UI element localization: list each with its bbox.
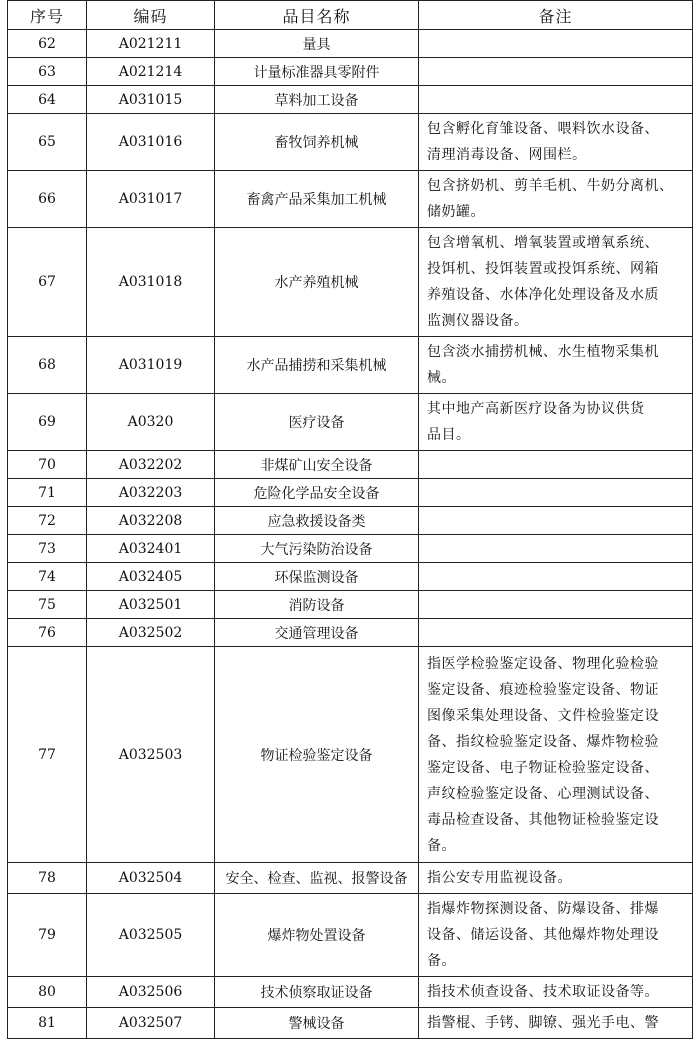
table-row — [8, 58, 693, 86]
table-row — [8, 1008, 693, 1039]
code-cell: A032203 — [87, 479, 215, 507]
table-row — [8, 86, 693, 114]
table-row — [8, 863, 693, 894]
code-cell: A032502 — [87, 619, 215, 647]
item-name-cell: 量具 — [215, 30, 419, 58]
serial-number-cell: 76 — [8, 619, 87, 647]
code-cell: A032504 — [87, 863, 215, 894]
remarks-line: 包含孵化育雏设备、喂料饮水设备、 — [427, 121, 659, 137]
remarks-cell — [419, 30, 693, 58]
remarks-line: 械。 — [427, 370, 456, 386]
remarks-cell — [419, 114, 693, 171]
serial-number-cell: 69 — [8, 394, 87, 451]
item-name-cell: 水产养殖机械 — [215, 228, 419, 337]
table-row — [8, 894, 693, 977]
table-row — [8, 977, 693, 1008]
table-row — [8, 30, 693, 58]
item-name-cell: 技术侦察取证设备 — [215, 977, 419, 1008]
item-name-cell: 环保监测设备 — [215, 563, 419, 591]
remarks-line: 备。 — [427, 837, 456, 854]
item-name-cell: 交通管理设备 — [215, 619, 419, 647]
table-body — [8, 30, 693, 1039]
table-row — [8, 114, 693, 171]
remarks-cell — [419, 563, 693, 591]
table-row — [8, 647, 693, 863]
item-name-cell: 危险化学品安全设备 — [215, 479, 419, 507]
remarks-line: 指公安专用监视设备。 — [427, 870, 572, 886]
serial-number-cell: 72 — [8, 507, 87, 535]
table-header-row — [8, 1, 693, 30]
serial-number-cell: 79 — [8, 894, 87, 977]
item-name-cell: 医疗设备 — [215, 394, 419, 451]
remarks-line: 指技术侦查设备、技术取证设备等。 — [427, 984, 659, 1000]
remarks-cell — [419, 86, 693, 114]
procurement-items-table — [7, 0, 693, 1039]
code-cell: A032503 — [87, 647, 215, 863]
remarks-line: 包含挤奶机、剪羊毛机、牛奶分离机、 — [427, 178, 674, 194]
item-name-cell: 爆炸物处置设备 — [215, 894, 419, 977]
item-name-cell: 应急救援设备类 — [215, 507, 419, 535]
item-name-cell: 畜禽产品采集加工机械 — [215, 171, 419, 228]
remarks-cell — [419, 647, 693, 863]
serial-number-cell: 78 — [8, 863, 87, 894]
remarks-line: 清理消毒设备、网围栏。 — [427, 147, 587, 163]
serial-number-cell: 81 — [8, 1008, 87, 1039]
item-name-cell: 草料加工设备 — [215, 86, 419, 114]
code-cell: A032507 — [87, 1008, 215, 1039]
code-cell: A031016 — [87, 114, 215, 171]
code-cell: A032506 — [87, 977, 215, 1008]
remarks-cell — [419, 507, 693, 535]
table-row — [8, 479, 693, 507]
remarks-cell — [419, 479, 693, 507]
remarks-line: 指警棍、手铐、脚镣、强光手电、警 — [427, 1015, 659, 1031]
remarks-line: 图像采集处理设备、文件检验鉴定设 — [427, 707, 659, 724]
code-cell: A032501 — [87, 591, 215, 619]
remarks-cell — [419, 394, 693, 451]
header-remarks: 备注 — [419, 1, 693, 30]
serial-number-cell: 73 — [8, 535, 87, 563]
table-row — [8, 228, 693, 337]
serial-number-cell: 65 — [8, 114, 87, 171]
item-name-cell: 计量标准器具零附件 — [215, 58, 419, 86]
item-name-cell: 非煤矿山安全设备 — [215, 451, 419, 479]
code-cell: A021214 — [87, 58, 215, 86]
code-cell: A032401 — [87, 535, 215, 563]
item-name-cell: 安全、检查、监视、报警设备 — [215, 863, 419, 894]
table-row — [8, 171, 693, 228]
remarks-line: 品目。 — [427, 427, 471, 443]
serial-number-cell: 63 — [8, 58, 87, 86]
code-cell: A032208 — [87, 507, 215, 535]
table-row — [8, 337, 693, 394]
remarks-line: 鉴定设备、电子物证检验鉴定设备、 — [427, 759, 659, 776]
remarks-line: 备。 — [427, 953, 456, 969]
code-cell: A032505 — [87, 894, 215, 977]
serial-number-cell: 80 — [8, 977, 87, 1008]
table-row — [8, 507, 693, 535]
remarks-cell — [419, 58, 693, 86]
remarks-line: 声纹检验鉴定设备、心理测试设备、 — [427, 785, 659, 802]
code-cell: A031018 — [87, 228, 215, 337]
code-cell: A031015 — [87, 86, 215, 114]
header-code: 编码 — [87, 1, 215, 30]
code-cell: A032405 — [87, 563, 215, 591]
serial-number-cell: 75 — [8, 591, 87, 619]
remarks-line: 指医学检验鉴定设备、物理化验检验 — [427, 655, 659, 672]
remarks-line: 备、指纹检验鉴定设备、爆炸物检验 — [427, 733, 659, 750]
remarks-cell — [419, 619, 693, 647]
serial-number-cell: 66 — [8, 171, 87, 228]
code-cell: A031017 — [87, 171, 215, 228]
item-name-cell: 大气污染防治设备 — [215, 535, 419, 563]
serial-number-cell: 67 — [8, 228, 87, 337]
item-name-cell: 畜牧饲养机械 — [215, 114, 419, 171]
remarks-line: 储奶罐。 — [427, 204, 485, 220]
item-name-cell: 物证检验鉴定设备 — [215, 647, 419, 863]
code-cell: A031019 — [87, 337, 215, 394]
remarks-line: 投饵机、投饵装置或投饵系统、网箱 — [427, 261, 659, 277]
remarks-line: 鉴定设备、痕迹检验鉴定设备、物证 — [427, 681, 659, 698]
header-serial-number: 序号 — [8, 1, 87, 30]
code-cell: A021211 — [87, 30, 215, 58]
header-item-name: 品目名称 — [215, 1, 419, 30]
serial-number-cell: 74 — [8, 563, 87, 591]
serial-number-cell: 70 — [8, 451, 87, 479]
table-row — [8, 563, 693, 591]
remarks-line: 其中地产高新医疗设备为协议供货 — [427, 401, 645, 417]
remarks-cell — [419, 228, 693, 337]
serial-number-cell: 64 — [8, 86, 87, 114]
remarks-line: 包含增氧机、增氧装置或增氧系统、 — [427, 235, 659, 251]
serial-number-cell: 71 — [8, 479, 87, 507]
remarks-cell — [419, 591, 693, 619]
code-cell: A0320 — [87, 394, 215, 451]
table-row — [8, 451, 693, 479]
item-name-cell: 水产品捕捞和采集机械 — [215, 337, 419, 394]
table-row — [8, 591, 693, 619]
serial-number-cell: 62 — [8, 30, 87, 58]
remarks-line: 包含淡水捕捞机械、水生植物采集机 — [427, 344, 659, 360]
remarks-line: 监测仪器设备。 — [427, 313, 529, 329]
item-name-cell: 警械设备 — [215, 1008, 419, 1039]
serial-number-cell: 68 — [8, 337, 87, 394]
item-name-cell: 消防设备 — [215, 591, 419, 619]
remarks-cell — [419, 337, 693, 394]
remarks-line: 指爆炸物探测设备、防爆设备、排爆 — [427, 901, 659, 917]
code-cell: A032202 — [87, 451, 215, 479]
remarks-line: 设备、储运设备、其他爆炸物处理设 — [427, 927, 659, 943]
remarks-cell — [419, 863, 693, 894]
remarks-cell — [419, 977, 693, 1008]
table-row — [8, 619, 693, 647]
serial-number-cell: 77 — [8, 647, 87, 863]
remarks-line: 毒品检查设备、其他物证检验鉴定设 — [427, 811, 659, 828]
remarks-cell — [419, 451, 693, 479]
table-row — [8, 535, 693, 563]
remarks-line: 养殖设备、水体净化处理设备及水质 — [427, 287, 659, 303]
remarks-cell — [419, 1008, 693, 1039]
table-row — [8, 394, 693, 451]
remarks-cell — [419, 171, 693, 228]
remarks-cell — [419, 535, 693, 563]
remarks-cell — [419, 894, 693, 977]
